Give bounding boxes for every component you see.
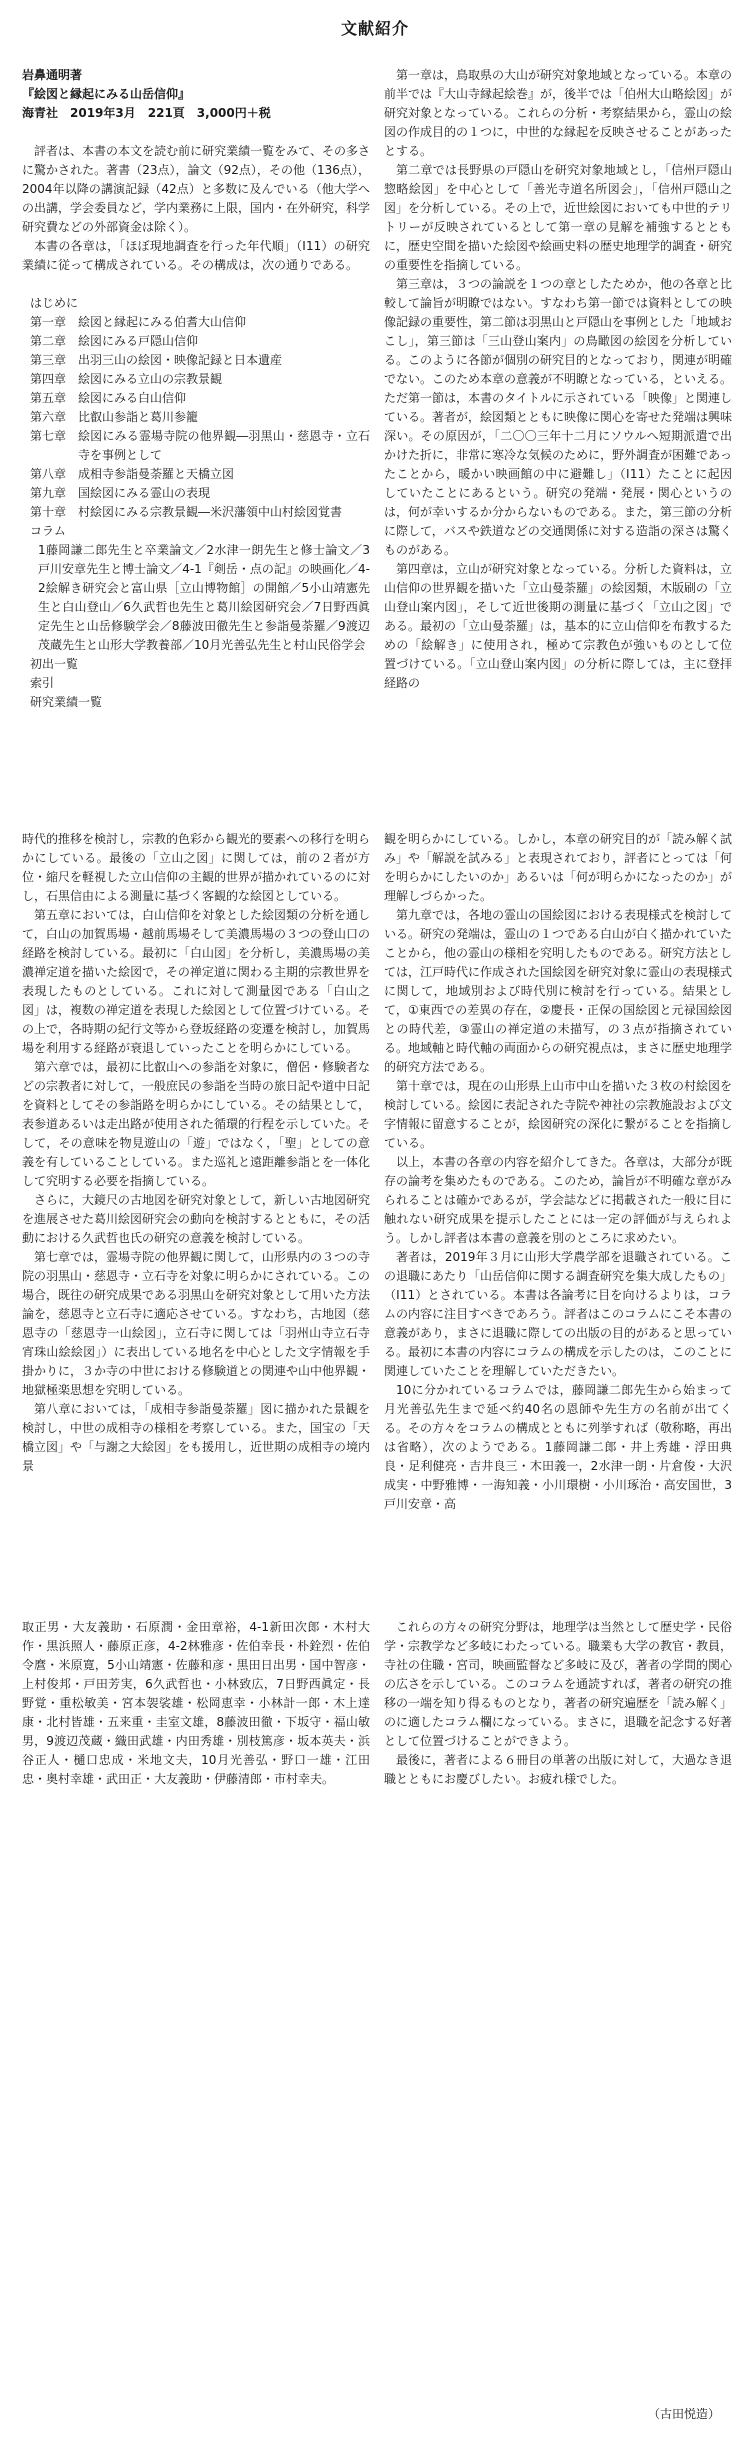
column-block2-left [22, 830, 370, 1476]
column-block3-left [22, 1618, 370, 1789]
review-paragraph: 第十章では，現在の山形県上山市中山を描いた３枚の村絵図を検討している。絵図に表記された寺院や神社の宗教施設および文字情報に留意することが，絵図研究の深化に繋がることを指摘している。 [384, 1079, 733, 1150]
review-paragraph: 最後に，著者による６冊目の単著の出版に対して，大過なき退職とともにお慶びしたい。お疲れ様でした。 [384, 1753, 732, 1786]
review-paragraph: 取正男・大友義助・石原潤・金田章裕，4-1新田次郎・木村大作・黒浜照人・藤原正彦，4-2林雅彦・佐伯幸長・朴銓烈・佐伯令麿・米原寛，5小山靖憲・佐藤和彦・黒田日出男・国中智彦・上村俊邦・戸田芳実，6久武哲也・小林致広，7日野西眞定・長野覚・重松敏美・宮本袈裟雄・松岡恵幸・小林計一郎・木上達康・北村皆雄・五来重・圭室文雄，8藤波田徹・下坂守・福山敏男，9渡辺茂蔵・織田武雄・内田秀雄・別枝篤彦・坂本英夫・浜谷正人・樋口忠成・米地文夫，10月光善弘・野口一雄・江田忠・奥村幸雄・武田正・大友義助・伊藤清郎・市村幸夫。 [22, 1620, 370, 1786]
review-paragraph: さらに，大鏡尺の古地図を研究対象として，新しい古地図研究を進展させた葛川絵図研究会の動向を検討するとともに，その活動における久武哲也氏の研究の意義を検討している。 [22, 1193, 371, 1245]
review-paragraph: 著者は，2019年３月に山形大学農学部を退職されている。この退職にあたり「山岳信仰に関する調査研究を集大成したもの」（Ⅰ11）とされている。本書は各論考に目を向けるよりは，コラムの内容に注目すべきであろう。評者はこのコラムにこそ本書の意義があり，まさに退職に際しての出版の目的があると思っている。最初に本書の内容にコラムの構成を示したのは，このことに関連していたことを理解していただきたい。 [384, 1250, 733, 1378]
book-publication: 海青社 2019年3月 221頁 3,000円＋税 [22, 106, 271, 120]
toc-chapter: 第七章 絵図にみる霊場寺院の他界観―羽黒山・慈恩寺・立石寺を事例として [30, 429, 370, 462]
toc-chapter: 第十章 村絵図にみる宗教景観―米沢藩領中山村絵図覚書 [30, 505, 343, 519]
review-paragraph: 観を明らかにしている。しかし，本章の研究目的が「読み解く試み」や「解説を試みる」と表現されており，評者にとっては「何を明らかにしたいのか」あるいは「何が明らかになったのか」が理解しづらかった。 [384, 832, 733, 903]
intro-paragraph: 評者は、本書の本文を読む前に研究業績一覧をみて、その多さに驚かされた。著書（23点），論文（92点），その他（136点），2004年以降の講演記録（42点）と多数に及んでいる（他大学への出講，学会委員など，学内業務に上限，国内・在外研究，科学研究費などの外部資金は除く）。 [22, 144, 371, 234]
toc-chapter: 第五章 絵図にみる白山信仰 [30, 391, 187, 405]
toc-chapter: 第三章 出羽三山の絵図・映像記録と日本遺産 [30, 353, 283, 367]
toc-chapter: 第四章 絵図にみる立山の宗教景観 [30, 372, 223, 386]
review-paragraph: 第五章においては，白山信仰を対象とした絵図類の分析を通して，白山の加賀馬場・越前馬場そして美濃馬場の３つの登山口の経路を検討している。最初に「白山図」を分析し，美濃馬場の美濃禅定道を描いた絵図で，その禅定道に関わる主期的宗教世界を表現したものとしている。これに対して測量図である「白山之図」は，複数の禅定道を表現した絵図として位置づけている。その上で，各時期の紀行文等から登坂経路の変遷を検討し，加賀馬場を利用する経路が衰退していったことを明らかにしている。 [22, 908, 371, 1055]
review-paragraph: 以上，本書の各章の内容を紹介してきた。各章は，大部分が既存の論考を集めたものである。このため，論旨が不明確な章がみられることは確かであるが，学会誌などに掲載された一般に目に触れない研究成果を提示したことには一定の評価が与えられよう。しかし評者は本書の意義を別のところに求めたい。 [384, 1155, 733, 1245]
toc-chapter: 第八章 成相寺参詣曼荼羅と天橋立図 [30, 467, 235, 481]
toc-chapter: 第九章 国絵図にみる霊山の表現 [30, 486, 211, 500]
review-paragraph: 時代的推移を検討し，宗教的色彩から観光的要素への移行を明らかにしている。最後の「立山之図」に関しては，前の２者が方位・縮尺を軽視した立山信仰の主観的世界が描かれているのに対し，石黒信由による測量に基づく客観的な絵図としている。 [22, 832, 371, 903]
review-paragraph: 第九章では，各地の霊山の国絵図における表現様式を検討している。研究の発端は，霊山の１つである白山が白く描かれていたことから，他の霊山の様相を究明したものである。研究方法としては，江戸時代に作成された国絵図を研究対象に霊山の表現様式に関して，地域別および時代別に検討を行っている。結果として，①東西での差異の存在，②慶長・正保の国絵図と元禄国絵図との時代差，③霊山の禅定道の未描写，の３点が指摘されている。地域軸と時代軸の両面からの研究視点は，まさに歴史地理学的研究方法である。 [384, 908, 733, 1074]
review-paragraph: 第二章では長野県の戸隠山を研究対象地域とし，「信州戸隠山惣略絵図」を中心として「善光寺道名所図会」，「信州戸隠山之図」を分析している。その上で，近世絵図においても中世的テリトリーが反映されているとして第一章の見解を補強するとともに，歴史空間を描いた絵図や絵画史料の歴史地理学的調査・研究の重要性を指摘している。 [384, 163, 733, 272]
column-block2-right [384, 830, 732, 1514]
book-title: 『絵図と縁起にみる山岳信仰』 [22, 87, 191, 101]
review-paragraph: 10に分かれているコラムでは，藤岡謙二郎先生から始まって月光善弘先生まで延べ約40名の恩師や先生方の名前が出てくる。その方々をコラムの構成とともに列挙すれば（敬称略，再出は省略），次のようである。1藤岡謙二郎・井上秀雄・浮田典良・足利健亮・吉井良三・木田義一，2水津一朗・片倉俊・大沢成実・中野雅博・一海知義・小川環樹・小川琢治・高安国世，3戸川安章・高 [384, 1383, 732, 1511]
review-paragraph: これらの方々の研究分野は，地理学は当然として歴史学・民俗学・宗教学など多岐にわたっている。職業も大学の教官・教員，寺社の住職・宮司，映画監督など多岐に及び，著者の学問的関心の広さを示している。このコラムを通読すれば，著者の研究の推移の一端を知り得るものとなり，著者の研究遍歴を「読み解く」のに適したコラム欄になっている。まさに，退職を記念する好著として位置づけることができよう。 [384, 1620, 733, 1748]
review-paragraph: 第一章は，鳥取県の大山が研究対象地域となっている。本章の前半では『大山寺縁起絵巻』が，後半では「伯州大山略絵図」が研究対象となっている。これらの分析・考察結果から，霊山の絵図の作成目的の１つに，中世的な縁起を反映させることがあったとする。 [384, 68, 733, 158]
review-paragraph: 第八章においては，「成相寺参詣曼荼羅」図に描かれた景観を検討し，中世の成相寺の様相を考察している。また，国宝の「天橋立図」や「与謝之大絵図」をも援用し，近世期の成相寺の境内景 [22, 1402, 371, 1473]
review-paragraph: 第三章は，３つの論説を１つの章としたためか，他の各章と比較して論旨が明瞭ではない。すなわち第一節では資料としての映像記録の重要性，第二節は羽黒山と戸隠山を事例とした「地域おこし」，第三節は「三山登山案内」の鳥瞰図の絵図を分析している。このように各節が個別の研究目的となっており，関連が明確でない。このため本章の意義が不明瞭となっている，といえる。ただ第一節は，本書のタイトルに示されている「映像」と関連している。著者が，絵図類とともに映像に関心を寄せた発端は興味深い。その原因が，「二〇〇三年十二月にソウルへ短期派遣で出かけた折に，非常に寒冷な気候のために，野外調査が困難であったことから，暖かい映画館の中に避難し」（Ⅰ11）たことに起因していたことにあるという。研究の発端・発展・関心というのは，何が幸いするか分からないものである。また，第三節の分析に際して，バスや鉄道などの交通関係に対する造詣の深さは驚くものがある。 [384, 277, 733, 557]
toc-tail-item: 索引 [30, 676, 55, 690]
intro-paragraph: 本書の各章は，「ほぼ現地調査を行った年代順」（Ⅰ11）の研究業績に従って構成されている。その構成は，次の通りである。 [22, 239, 370, 272]
toc-chapter: 第一章 絵図と縁起にみる伯耆大山信仰 [30, 315, 247, 329]
toc-intro: はじめに [30, 296, 79, 310]
review-paragraph: 第四章は，立山が研究対象となっている。分析した資料は，立山信仰の世界観を描いた「立山曼荼羅」の絵図類，木版刷の「立山登山案内図」，そして近世後期の測量に基づく「立山之図」である。最初の「立山曼荼羅」は，基本的に立山信仰を布教するための「絵解き」に使用され，極めて宗教色が強いものとして位置づけている。「立山登山案内図」の分析に際しては，主に登拝経路の [384, 562, 733, 690]
toc-column-list: 1藤岡謙二郎先生と卒業論文／2水津一朗先生と修士論文／3戸川安章先生と博士論文／4-1『剣岳・点の記』の映画化／4-2絵解き研究会と富山県［立山博物館］の開館／5小山靖憲先生と白山登山／6久武哲也先生と葛川絵図研究会／7日野西眞定先生と山岳修験学会／8藤波田徹先生と参詣曼荼羅／9渡辺茂蔵先生と山形大学教養部／10月光善弘先生と村山民俗学会 [38, 543, 370, 652]
column-block3-right [384, 1618, 732, 1789]
table-of-contents [22, 294, 370, 712]
reviewer-signature: （古田悦造） [647, 2407, 720, 2421]
page-title: 文献紹介 [340, 19, 409, 38]
column-block1-left [22, 66, 370, 712]
review-paragraph: 第六章では，最初に比叡山への参詣を対象に，僧侶・修験者などの宗教者に対して，一般庶民の参詣を当時の旅日記や道中日記を資料としてその参詣路を明らかにしている。その結果として，表参道あるいは走出路が使用された循環的行程を示していた。そして，その意味を物見遊山の「遊」ではなく，「聖」としての意義を有していることしている。また巡礼と遠距離参詣とを一体化して究明する必要を指摘している。 [22, 1060, 371, 1188]
review-paragraph: 第七章では，霊場寺院の他界観に関して，山形県内の３つの寺院の羽黒山・慈恩寺・立石寺を対象に明らかにされている。この場合，既往の研究成果である羽黒山を研究対象として用いた方法論を，慈恩寺と立石寺に適応させている。すなわち，古地図（慈恩寺の「慈恩寺一山絵図」，立石寺に関しては「羽州山寺立石寺宵珠山絵絵図」）に表出している地名を中心とした文字情報を手掛かりに，３か寺の中世における修験道との関連や山中他界観・地獄極楽思想を究明している。 [22, 1250, 371, 1397]
column-block1-right [384, 66, 732, 693]
toc-chapter: 第六章 比叡山参詣と葛川参籠 [30, 410, 199, 424]
toc-column-heading: コラム [30, 524, 66, 538]
toc-chapter: 第二章 絵図にみる戸隠山信仰 [30, 334, 199, 348]
book-author: 岩鼻通明著 [22, 68, 83, 82]
toc-tail-item: 研究業績一覧 [30, 695, 103, 709]
toc-tail-item: 初出一覧 [30, 657, 79, 671]
